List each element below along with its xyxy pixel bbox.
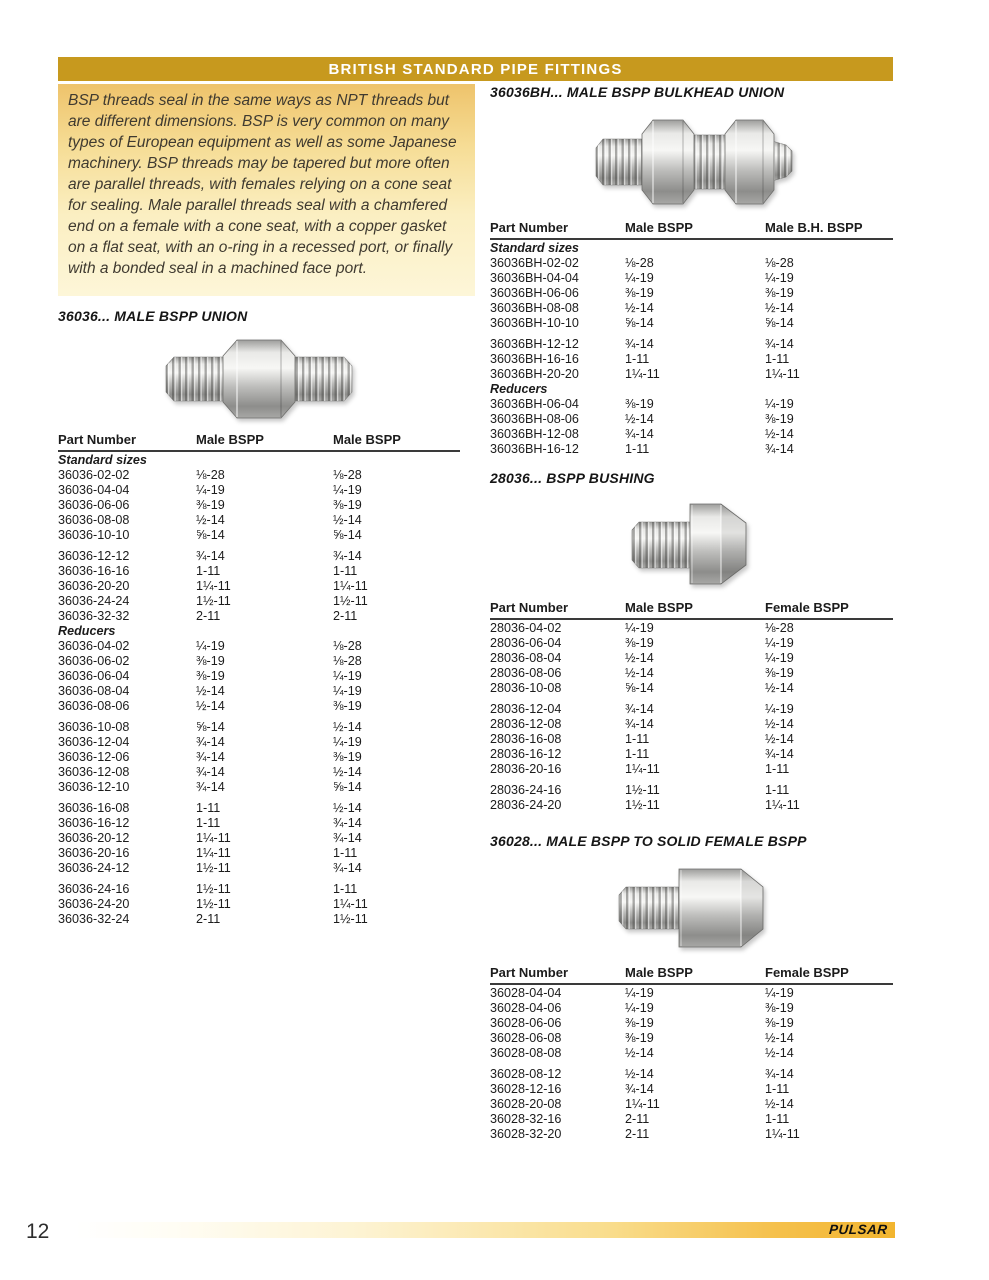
male-bspp-to-female-bspp-photo [490,851,893,965]
table-row [58,549,460,564]
table-row [490,1067,893,1082]
table-row [58,882,460,897]
thread-size-cell: ¼-19 [625,1001,654,1015]
table-row [58,528,460,543]
thread-size-cell: ⅝-14 [196,528,225,542]
thread-size-cell: ⅝-14 [196,720,225,734]
thread-size-cell: ¼-19 [765,397,794,411]
thread-size-cell: 1¼-11 [765,367,800,381]
parts-table-36028 [490,965,893,1142]
part-number-cell: 28036-10-08 [490,681,562,695]
thread-size-cell: ¼-19 [625,271,654,285]
section-male-bspp-bulkhead-union [490,84,893,457]
group-label: Reducers [490,382,548,396]
thread-size-cell: ½-14 [765,301,794,315]
part-number-cell: 28036-16-08 [490,732,562,746]
part-number-cell: 36028-12-16 [490,1082,562,1096]
part-number-cell: 36036-24-16 [58,882,130,896]
thread-size-cell: ½-14 [765,681,794,695]
thread-size-cell: ½-14 [333,720,362,734]
table-row [490,732,893,747]
column-header: Part Number [490,220,569,235]
column-header: Part Number [490,965,569,980]
table-row [58,468,460,483]
page-header-banner: BRITISH STANDARD PIPE FITTINGS [58,57,893,81]
thread-size-cell: 1¼-11 [765,798,800,812]
table-row [490,286,893,301]
part-number-cell: 36036-32-32 [58,609,130,623]
thread-size-cell: 1-11 [765,1082,790,1096]
bspp-bushing-photo [490,488,893,600]
thread-size-cell: ⅝-14 [625,681,654,695]
thread-size-cell: 1½-11 [196,594,231,608]
table-row [490,1112,893,1127]
thread-size-cell: ¼-19 [333,483,362,497]
thread-size-cell: 1¼-11 [196,831,231,845]
column-header: Female BSPP [765,600,849,615]
table-row [58,720,460,735]
table-row [58,513,460,528]
thread-size-cell: ¾-14 [625,717,654,731]
thread-size-cell: 1-11 [196,816,221,830]
thread-size-cell: ½-14 [625,651,654,665]
table-row [58,594,460,609]
part-number-cell: 36036-06-06 [58,498,130,512]
thread-size-cell: ⅛-28 [765,621,794,635]
column-header: Female BSPP [765,965,849,980]
thread-size-cell: ¼-19 [333,669,362,683]
table-row [490,427,893,442]
part-number-cell: 36036-02-02 [58,468,130,482]
part-number-cell: 36036BH-04-04 [490,271,579,285]
thread-size-cell: ⅜-19 [625,1031,654,1045]
part-number-cell: 36028-32-16 [490,1112,562,1126]
group-label: Reducers [58,624,116,638]
thread-size-cell: 1½-11 [333,594,368,608]
thread-size-cell: ¼-19 [625,621,654,635]
thread-size-cell: ½-14 [333,801,362,815]
part-number-cell: 36028-04-06 [490,1001,562,1015]
table-row [58,609,460,624]
thread-size-cell: ¼-19 [333,684,362,698]
thread-size-cell: ½-14 [625,1046,654,1060]
thread-size-cell: 1¼-11 [625,367,660,381]
thread-size-cell: ¾-14 [765,442,794,456]
part-number-cell: 36036-12-12 [58,549,130,563]
thread-size-cell: 1¼-11 [333,579,368,593]
thread-size-cell: 1-11 [196,564,221,578]
thread-size-cell: ½-14 [765,427,794,441]
section-title: 36036... MALE BSPP UNION [58,308,248,324]
part-number-cell: 36036-10-08 [58,720,130,734]
thread-size-cell: ⅛-28 [333,654,362,668]
section-bspp-bushing [490,470,893,813]
part-number-cell: 36028-04-04 [490,986,562,1000]
thread-size-cell: 1½-11 [196,897,231,911]
thread-size-cell: ¾-14 [196,750,225,764]
table-row [58,498,460,513]
table-row [58,816,460,831]
thread-size-cell: ½-14 [765,1097,794,1111]
thread-size-cell: 1-11 [765,1112,790,1126]
section-title: 28036... BSPP BUSHING [490,470,655,486]
part-number-cell: 36036BH-12-08 [490,427,579,441]
table-row [490,1016,893,1031]
part-number-cell: 28036-08-06 [490,666,562,680]
thread-size-cell: 2-11 [333,609,358,623]
thread-size-cell: ½-14 [625,666,654,680]
thread-size-cell: ¼-19 [765,636,794,650]
table-row [58,846,460,861]
part-number-cell: 36036-08-04 [58,684,130,698]
thread-size-cell: 2-11 [196,912,221,926]
thread-size-cell: 1¼-11 [625,1097,660,1111]
table-row [58,861,460,876]
male-bspp-bulkhead-union-photo [490,102,893,220]
thread-size-cell: 1½-11 [625,798,660,812]
group-label: Standard sizes [490,241,579,255]
thread-size-cell: 1-11 [625,442,650,456]
brand-logo: PULSAR [828,1222,889,1237]
thread-size-cell: ¾-14 [196,735,225,749]
thread-size-cell: ½-14 [196,684,225,698]
thread-size-cell: ⅛-28 [765,256,794,270]
part-number-cell: 36036-12-04 [58,735,130,749]
table-row [490,1127,893,1142]
table-row [490,681,893,696]
part-number-cell: 36036-06-04 [58,669,130,683]
table-row [58,483,460,498]
page-number: 12 [26,1220,50,1243]
thread-size-cell: ¾-14 [625,427,654,441]
thread-size-cell: ⅜-19 [625,286,654,300]
column-header: Part Number [58,432,137,447]
part-number-cell: 28036-04-02 [490,621,562,635]
table-row [58,780,460,795]
table-row [490,271,893,286]
part-number-cell: 36028-08-08 [490,1046,562,1060]
thread-size-cell: 1-11 [333,846,358,860]
table-row [490,1001,893,1016]
table-row [490,1031,893,1046]
thread-size-cell: 1¼-11 [625,762,660,776]
thread-size-cell: ½-14 [625,301,654,315]
thread-size-cell: 1¼-11 [765,1127,800,1141]
thread-size-cell: ⅝-14 [333,528,362,542]
thread-size-cell: 1¼-11 [196,846,231,860]
part-number-cell: 36036-20-20 [58,579,130,593]
table-row [490,367,893,382]
part-number-cell: 36036BH-10-10 [490,316,579,330]
table-row [58,750,460,765]
thread-size-cell: 1-11 [765,783,790,797]
parts-table-36036 [58,432,460,927]
table-row [58,735,460,750]
part-number-cell: 36036BH-06-06 [490,286,579,300]
thread-size-cell: ¾-14 [196,765,225,779]
table-row [58,912,460,927]
table-row [490,762,893,777]
parts-table-28036 [490,600,893,813]
thread-size-cell: 2-11 [625,1112,650,1126]
thread-size-cell: ¼-19 [765,986,794,1000]
thread-size-cell: 1½-11 [196,882,231,896]
thread-size-cell: ⅜-19 [196,669,225,683]
thread-size-cell: ¼-19 [196,639,225,653]
section-title: 36036BH... MALE BSPP BULKHEAD UNION [490,84,785,100]
part-number-cell: 28036-24-20 [490,798,562,812]
thread-size-cell: ⅝-14 [333,780,362,794]
thread-size-cell: 1-11 [625,352,650,366]
table-row [58,897,460,912]
table-row [490,397,893,412]
thread-size-cell: ½-14 [625,412,654,426]
table-row [490,783,893,798]
thread-size-cell: 1½-11 [196,861,231,875]
table-row [490,316,893,331]
thread-size-cell: ¼-19 [333,735,362,749]
table-row [58,831,460,846]
part-number-cell: 36036BH-20-20 [490,367,579,381]
table-row [490,337,893,352]
table-header-row [58,432,460,452]
thread-size-cell: 2-11 [196,609,221,623]
thread-size-cell: ¼-19 [765,702,794,716]
table-row [490,621,893,636]
part-number-cell: 36036-06-02 [58,654,130,668]
part-number-cell: 28036-12-08 [490,717,562,731]
thread-size-cell: ¾-14 [333,861,362,875]
thread-size-cell: ½-14 [333,513,362,527]
table-row [490,442,893,457]
thread-size-cell: ⅜-19 [765,1016,794,1030]
part-number-cell: 36036-12-10 [58,780,130,794]
thread-size-cell: 1¼-11 [196,579,231,593]
part-number-cell: 36036-12-08 [58,765,130,779]
thread-size-cell: 2-11 [625,1127,650,1141]
thread-size-cell: ¾-14 [625,702,654,716]
thread-size-cell: ⅜-19 [196,654,225,668]
thread-size-cell: ¾-14 [625,1082,654,1096]
thread-size-cell: ⅜-19 [625,397,654,411]
part-number-cell: 36036BH-16-12 [490,442,579,456]
table-row [58,639,460,654]
thread-size-cell: 1-11 [765,352,790,366]
part-number-cell: 36036-16-12 [58,816,130,830]
column-header: Part Number [490,600,569,615]
thread-size-cell: ¾-14 [765,1067,794,1081]
part-number-cell: 28036-20-16 [490,762,562,776]
thread-size-cell: 1-11 [625,732,650,746]
part-number-cell: 36028-08-12 [490,1067,562,1081]
section-male-bspp-union [58,308,460,927]
table-row [490,256,893,271]
table-row [490,986,893,1001]
part-number-cell: 36036BH-08-08 [490,301,579,315]
thread-size-cell: 1¼-11 [333,897,368,911]
thread-size-cell: ¾-14 [333,831,362,845]
part-number-cell: 36036-16-08 [58,801,130,815]
part-number-cell: 36036-32-24 [58,912,130,926]
column-header: Male BSPP [625,600,693,615]
column-header: Male BSPP [625,220,693,235]
table-row [490,666,893,681]
table-row [58,684,460,699]
thread-size-cell: ½-14 [765,732,794,746]
part-number-cell: 36036-04-04 [58,483,130,497]
thread-size-cell: ⅛-28 [196,468,225,482]
table-row [58,564,460,579]
thread-size-cell: ½-14 [333,765,362,779]
part-number-cell: 36036-16-16 [58,564,130,578]
table-row [58,669,460,684]
thread-size-cell: ¼-19 [196,483,225,497]
part-number-cell: 36036-24-12 [58,861,130,875]
part-number-cell: 28036-06-04 [490,636,562,650]
table-row [490,636,893,651]
footer-bar [75,1222,895,1238]
thread-size-cell: ⅛-28 [625,256,654,270]
thread-size-cell: ½-14 [765,1031,794,1045]
table-row [490,651,893,666]
part-number-cell: 36036-08-06 [58,699,130,713]
table-row [490,1082,893,1097]
column-header: Male BSPP [333,432,401,447]
table-row [490,1097,893,1112]
section-title: 36028... MALE BSPP TO SOLID FEMALE BSPP [490,833,807,849]
part-number-cell: 36036BH-12-12 [490,337,579,351]
thread-size-cell: 1-11 [196,801,221,815]
part-number-cell: 36028-06-06 [490,1016,562,1030]
thread-size-cell: ½-14 [196,513,225,527]
part-number-cell: 36036-12-06 [58,750,130,764]
part-number-cell: 36028-32-20 [490,1127,562,1141]
thread-size-cell: ⅜-19 [625,636,654,650]
thread-size-cell: ⅜-19 [765,666,794,680]
part-number-cell: 36036-24-20 [58,897,130,911]
part-number-cell: 28036-12-04 [490,702,562,716]
thread-size-cell: ⅝-14 [765,316,794,330]
table-row [490,352,893,367]
thread-size-cell: ½-14 [765,717,794,731]
thread-size-cell: ⅜-19 [333,750,362,764]
thread-size-cell: ¾-14 [765,337,794,351]
thread-size-cell: ¼-19 [625,986,654,1000]
part-number-cell: 36036-20-16 [58,846,130,860]
thread-size-cell: ⅜-19 [333,498,362,512]
part-number-cell: 28036-08-04 [490,651,562,665]
thread-size-cell: ⅜-19 [765,286,794,300]
thread-size-cell: ⅜-19 [765,412,794,426]
column-header: Male BSPP [196,432,264,447]
thread-size-cell: 1½-11 [333,912,368,926]
parts-table-36036bh [490,220,893,457]
thread-size-cell: ¾-14 [625,337,654,351]
group-label: Standard sizes [58,453,147,467]
thread-size-cell: ½-14 [625,1067,654,1081]
table-row [58,579,460,594]
table-row [490,412,893,427]
thread-size-cell: 1-11 [333,882,358,896]
thread-size-cell: 1-11 [625,747,650,761]
thread-size-cell: ⅝-14 [625,316,654,330]
part-number-cell: 36036BH-06-04 [490,397,579,411]
table-row [490,798,893,813]
table-header-row [490,220,893,240]
table-row [490,747,893,762]
thread-size-cell: ¾-14 [196,549,225,563]
table-row [490,717,893,732]
thread-size-cell: 1½-11 [625,783,660,797]
part-number-cell: 36036-08-08 [58,513,130,527]
part-number-cell: 36028-20-08 [490,1097,562,1111]
table-row [490,301,893,316]
column-header: Male B.H. BSPP [765,220,863,235]
part-number-cell: 36036BH-16-16 [490,352,579,366]
table-row [490,702,893,717]
part-number-cell: 36036BH-08-06 [490,412,579,426]
thread-size-cell: ¼-19 [765,271,794,285]
column-header: Male BSPP [625,965,693,980]
thread-size-cell: ½-14 [196,699,225,713]
table-row [58,699,460,714]
table-header-row [490,965,893,985]
section-male-to-solid-female [490,833,893,1142]
thread-size-cell: ¾-14 [765,747,794,761]
thread-size-cell: ¾-14 [333,816,362,830]
table-row [58,765,460,780]
thread-size-cell: ⅛-28 [333,468,362,482]
male-bspp-union-photo [58,326,460,432]
thread-size-cell: ⅛-28 [333,639,362,653]
part-number-cell: 28036-16-12 [490,747,562,761]
part-number-cell: 36036-20-12 [58,831,130,845]
thread-size-cell: ½-14 [765,1046,794,1060]
part-number-cell: 36036-24-24 [58,594,130,608]
thread-size-cell: ⅜-19 [625,1016,654,1030]
part-number-cell: 36036-10-10 [58,528,130,542]
thread-size-cell: ⅜-19 [765,1001,794,1015]
part-number-cell: 28036-24-16 [490,783,562,797]
thread-size-cell: ¾-14 [196,780,225,794]
table-row [58,801,460,816]
table-header-row [490,600,893,620]
thread-size-cell: ⅜-19 [196,498,225,512]
thread-size-cell: 1-11 [333,564,358,578]
thread-size-cell: ⅜-19 [333,699,362,713]
thread-size-cell: 1-11 [765,762,790,776]
part-number-cell: 36036BH-02-02 [490,256,579,270]
thread-size-cell: ¼-19 [765,651,794,665]
intro-text-box: BSP threads seal in the same ways as NPT threads but are different dimensions. BSP is very common on many types of European equipment as well as some Japanese machinery. BSP threads may be tapered but more often are parallel threads, with females relying on a cone seat for sealing. Male parallel threads seal with a chamfered end on a female with a cone seat, with a copper gasket on a flat seat, with an o-ring in a recessed port, or finally with a bonded seal in a machined face port. [58,84,475,296]
table-row [58,654,460,669]
part-number-cell: 36036-04-02 [58,639,130,653]
thread-size-cell: ¾-14 [333,549,362,563]
part-number-cell: 36028-06-08 [490,1031,562,1045]
table-row [490,1046,893,1061]
